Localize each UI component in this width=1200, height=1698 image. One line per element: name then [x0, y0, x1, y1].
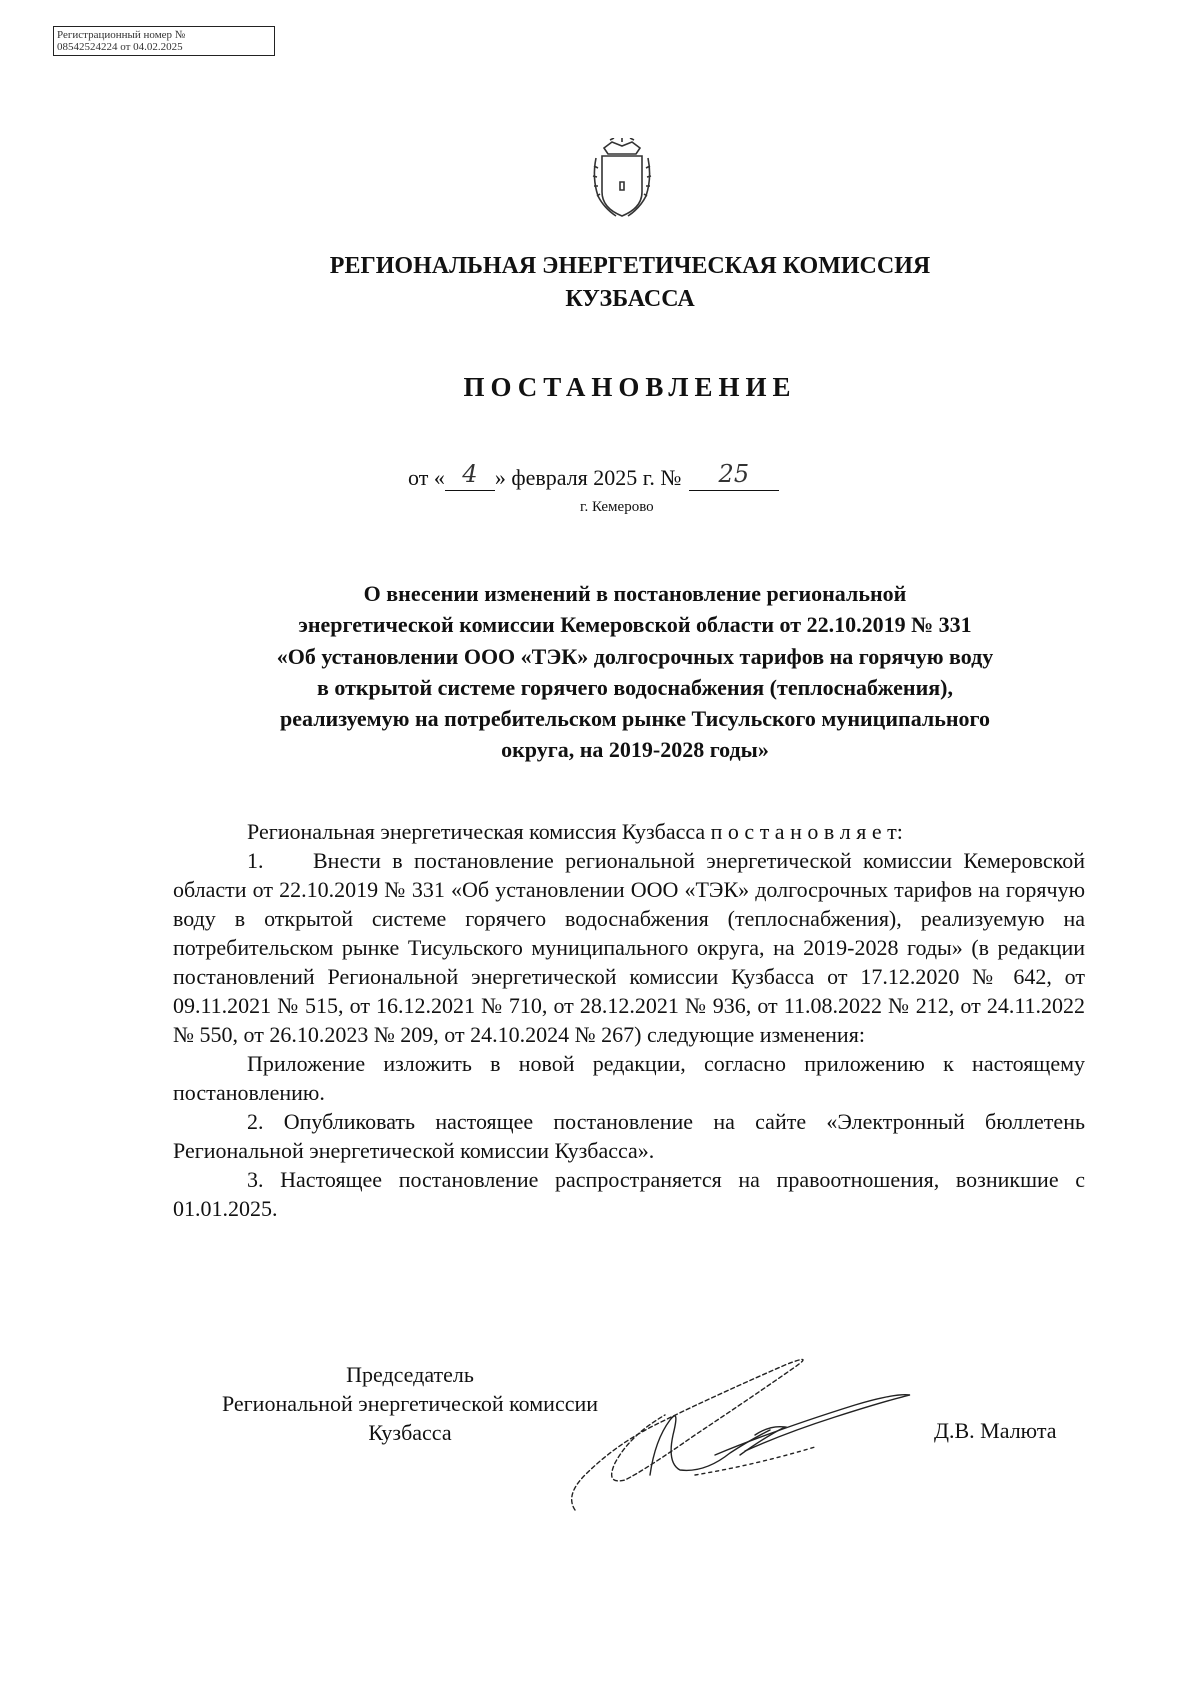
signatory-name: Д.В. Малюта: [934, 1418, 1057, 1443]
registration-label: Регистрационный номер №: [57, 29, 186, 41]
date-day-field: [445, 460, 495, 491]
document-type: ПОСТАНОВЛЕНИЕ: [463, 372, 797, 402]
resolution-item-3: 3. Настоящее постановление распространяется на правоотношения, возникшие с 01.01.2025.: [173, 1167, 1085, 1221]
subject-line: О внесении изменений в постановление региональной: [363, 581, 907, 606]
signatory-title-line: Кузбасса: [368, 1420, 452, 1445]
resolution-item-2: 2. Опубликовать настоящее постановление на сайте «Электронный бюллетень Региональной энергетической комиссии Кузбасса».: [173, 1109, 1085, 1163]
signatory-title-line: Председатель: [346, 1362, 474, 1387]
coat-of-arms-icon: [590, 138, 654, 220]
date-day: 4: [462, 460, 478, 488]
subject-line: округа, на 2019-2028 годы»: [501, 737, 769, 763]
resolution-intro: Региональная энергетическая комиссия Кузбасса п о с т а н о в л я е т:: [247, 819, 903, 844]
registration-stamp: [53, 26, 275, 56]
date-prefix: от «: [408, 465, 445, 490]
item-1-number: 1.: [247, 848, 264, 873]
registration-number: 08542524224 от 04.02.2025: [57, 41, 183, 53]
subject-line: реализуемую на потребительском рынке Тисульского муниципального: [280, 706, 990, 732]
resolution-item-1-sub: Приложение изложить в новой редакции, согласно приложению к настоящему постановлению.: [173, 1051, 1085, 1105]
subject-line: в открытой системе горячего водоснабжения (теплоснабжения),: [316, 674, 953, 700]
resolution-item-1: [173, 846, 1085, 1049]
org-name-line1: РЕГИОНАЛЬНАЯ ЭНЕРГЕТИЧЕСКАЯ КОМИССИЯ: [329, 253, 931, 279]
date-line: [408, 460, 779, 491]
city: г. Кемерово: [580, 499, 654, 515]
handwritten-signature: [555, 1345, 925, 1515]
document-number: 25: [718, 460, 750, 488]
document-body: [173, 817, 1085, 1223]
date-middle: » февраля 2025 г. №: [494, 465, 682, 490]
document-number-field: [689, 460, 779, 491]
subject-line: «Об установлении ООО «ТЭК» долгосрочных тарифов на горячую воду: [276, 643, 994, 669]
signatory-title-line: Региональной энергетической комиссии: [221, 1391, 599, 1416]
document-subject: [160, 578, 1110, 766]
item-1-text: Внести в постановление региональной энергетической комиссии Кемеровской области от 22.10.2019 № 331 «Об установлении ООО «ТЭК» долгосрочных тарифов на горячую воду в открытой системе горячего водоснабжения (теплоснабжения), реализуемую на потребительском рынке Тисульского муниципального округа, на 2019-2028 годы» (в редакции постановлений Региональной энергетической комиссии Кузбасса от 17.12.2020 № 642, от 09.11.2021 № 515, от 16.12.2021 № 710, от 28.12.2021 № 936, от 11.08.2022 № 212, от 24.11.2022 № 550, от 26.10.2023 № 209, от 24.10.2024 № 267) следующие изменения:: [173, 848, 1085, 1047]
subject-line: энергетической комиссии Кемеровской области от 22.10.2019 № 331: [298, 612, 972, 638]
org-name-line2: КУЗБАССА: [565, 286, 695, 312]
